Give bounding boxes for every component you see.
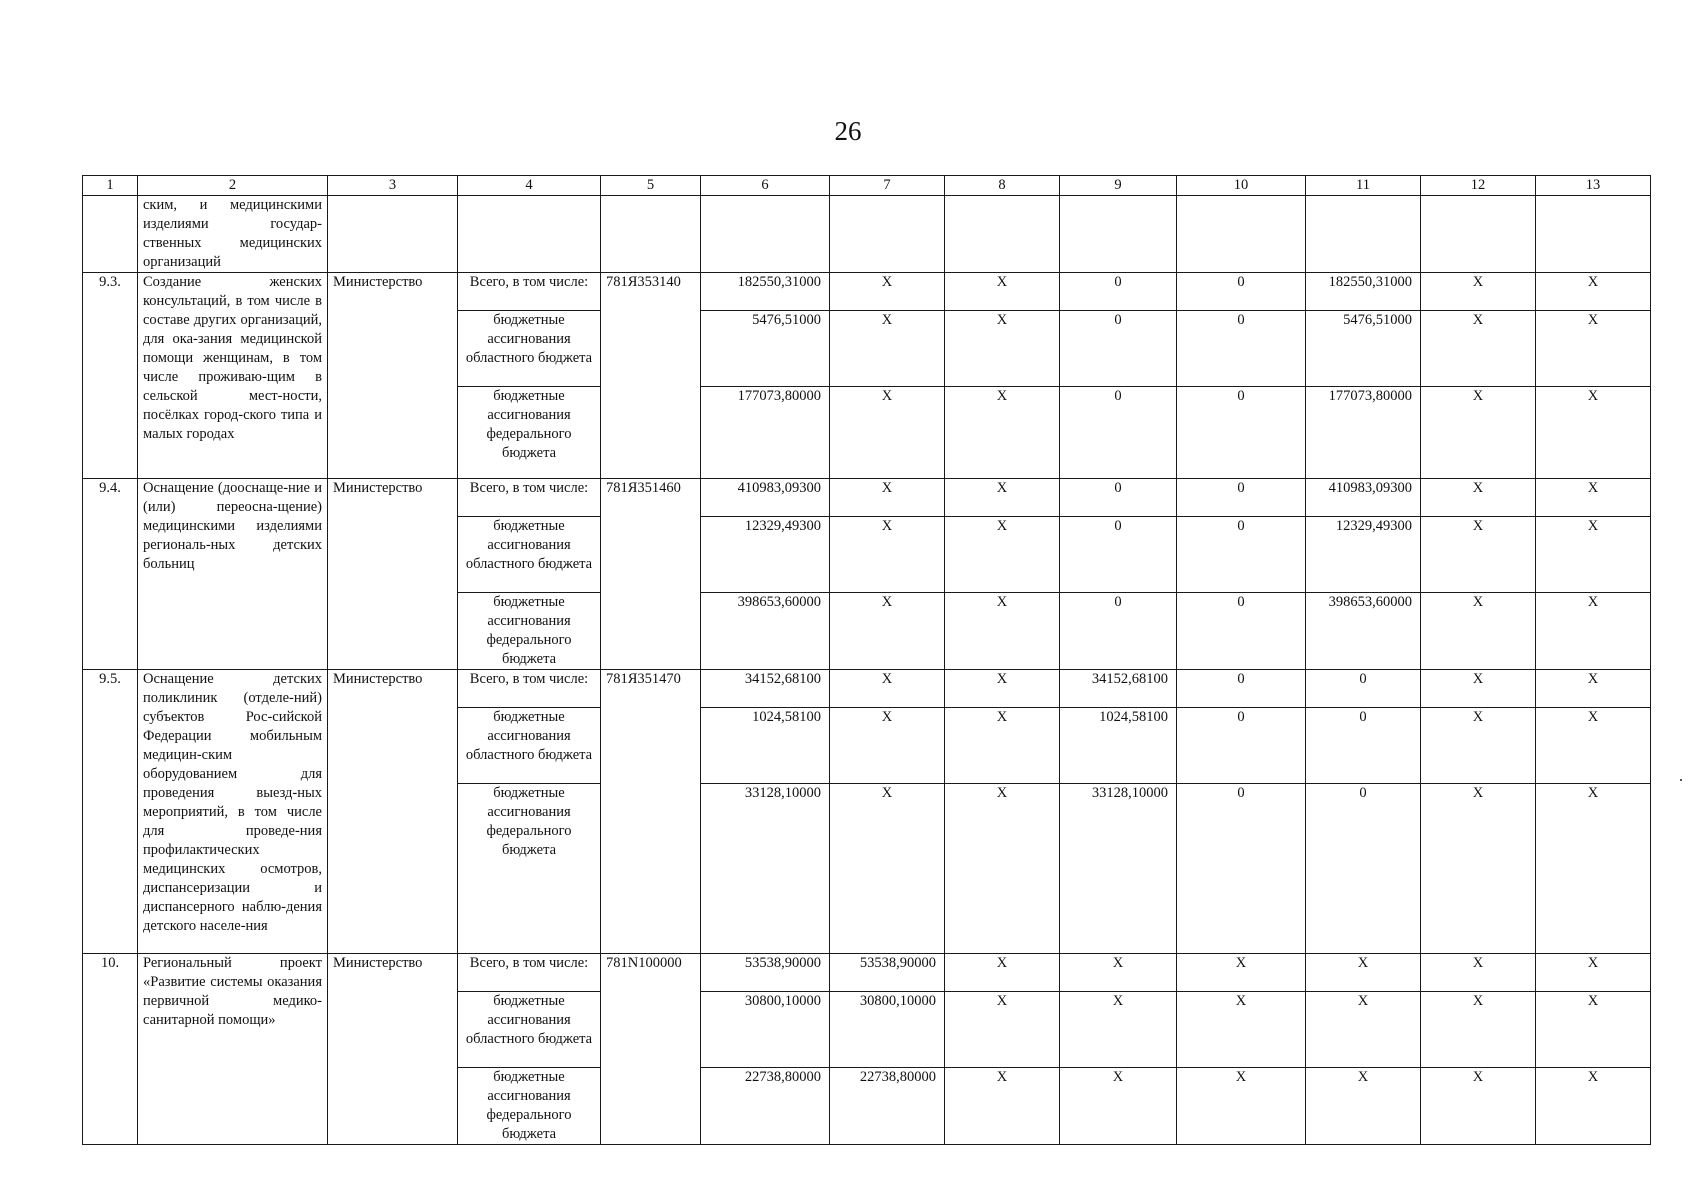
- column-number: 7: [830, 176, 945, 196]
- value-c8: X: [945, 708, 1060, 784]
- value-c7: X: [830, 670, 945, 708]
- value-c8: X: [945, 1068, 1060, 1145]
- value-c9: 0: [1060, 387, 1177, 479]
- continuation-description: ским, и медицинскими изделиями государ-ственных медицинских организаций: [138, 196, 328, 273]
- value-c11: 5476,51000: [1306, 311, 1421, 387]
- value-c7: X: [830, 311, 945, 387]
- column-number: 1: [83, 176, 138, 196]
- continuation-row: [83, 196, 1651, 273]
- value-c12: X: [1421, 708, 1536, 784]
- value-cell: [1421, 196, 1536, 273]
- value-c11: 398653,60000: [1306, 593, 1421, 670]
- value-c12: X: [1421, 593, 1536, 670]
- amount-total: 410983,09300: [701, 479, 830, 517]
- value-c12: X: [1421, 954, 1536, 992]
- value-c9: 0: [1060, 273, 1177, 311]
- value-c7: X: [830, 784, 945, 954]
- value-cell: [1536, 196, 1651, 273]
- amount-total: 1024,58100: [701, 708, 830, 784]
- row-number: 10.: [83, 954, 138, 1145]
- value-c10: 0: [1177, 273, 1306, 311]
- value-c7: X: [830, 479, 945, 517]
- value-c13: X: [1536, 479, 1651, 517]
- value-c9: 0: [1060, 479, 1177, 517]
- value-c9: X: [1060, 954, 1177, 992]
- funding-label-cell: [458, 196, 601, 273]
- code-cell: [601, 196, 701, 273]
- value-c10: 0: [1177, 387, 1306, 479]
- budget-code: 781Я351470: [601, 670, 701, 954]
- value-c12: X: [1421, 273, 1536, 311]
- amount-total: 5476,51000: [701, 311, 830, 387]
- column-number-header-row: [83, 176, 1651, 196]
- value-c13: X: [1536, 954, 1651, 992]
- amount-total: 177073,80000: [701, 387, 830, 479]
- value-c11: 0: [1306, 670, 1421, 708]
- value-cell: [1060, 196, 1177, 273]
- value-c10: X: [1177, 992, 1306, 1068]
- funding-label: бюджетные ассигнования федерального бюджета: [458, 784, 601, 954]
- column-number: 13: [1536, 176, 1651, 196]
- funding-label: бюджетные ассигнования областного бюджета: [458, 517, 601, 593]
- page-number: 26: [834, 116, 862, 146]
- row-number-cell: [83, 196, 138, 273]
- amount-total: 33128,10000: [701, 784, 830, 954]
- amount-total: 398653,60000: [701, 593, 830, 670]
- value-c12: X: [1421, 670, 1536, 708]
- amount-total: 30800,10000: [701, 992, 830, 1068]
- value-c9: 1024,58100: [1060, 708, 1177, 784]
- value-c11: X: [1306, 954, 1421, 992]
- value-c8: X: [945, 311, 1060, 387]
- budget-table: [82, 175, 1651, 1145]
- value-cell: [1177, 196, 1306, 273]
- agency-name: Министерство: [328, 479, 458, 670]
- column-number: 3: [328, 176, 458, 196]
- activity-description: Оснащение детских поликлиник (отделе-ний) субъектов Рос-сийской Федерации мобильным медицин-ским оборудованием для проведения выезд-ных мероприятий, в том числе для проведе-ния профилактических медицинских осмотров, диспансеризации и диспансерного наблю-дения детского населе-ния: [138, 670, 328, 954]
- funding-label: бюджетные ассигнования федерального бюджета: [458, 387, 601, 479]
- value-c12: X: [1421, 992, 1536, 1068]
- funding-label: бюджетные ассигнования областного бюджета: [458, 311, 601, 387]
- amount-total: 22738,80000: [701, 1068, 830, 1145]
- value-c13: X: [1536, 784, 1651, 954]
- amount-total: 53538,90000: [701, 954, 830, 992]
- value-c11: 177073,80000: [1306, 387, 1421, 479]
- value-c7: X: [830, 593, 945, 670]
- value-cell: [945, 196, 1060, 273]
- value-c8: X: [945, 670, 1060, 708]
- column-number: 6: [701, 176, 830, 196]
- value-c13: X: [1536, 593, 1651, 670]
- value-c13: X: [1536, 1068, 1651, 1145]
- value-c13: X: [1536, 311, 1651, 387]
- funding-label: бюджетные ассигнования федерального бюджета: [458, 1068, 601, 1145]
- funding-label: бюджетные ассигнования областного бюджета: [458, 992, 601, 1068]
- value-c9: 33128,10000: [1060, 784, 1177, 954]
- value-c11: 410983,09300: [1306, 479, 1421, 517]
- table-row: [83, 670, 1651, 708]
- column-number: 5: [601, 176, 701, 196]
- table-row: [83, 479, 1651, 517]
- value-cell: [701, 196, 830, 273]
- value-c8: X: [945, 992, 1060, 1068]
- value-c7: X: [830, 387, 945, 479]
- agency-cell: [328, 196, 458, 273]
- value-c7: X: [830, 273, 945, 311]
- value-c8: X: [945, 593, 1060, 670]
- value-c7: X: [830, 517, 945, 593]
- column-number: 8: [945, 176, 1060, 196]
- activity-description: Создание женских консультаций, в том числе в составе других организаций, для ока-зания медицинской помощи женщинам, в том числе проживаю-щим в сельской мест-ности, посёлках город-ского типа и малых городах: [138, 273, 328, 479]
- column-number: 4: [458, 176, 601, 196]
- budget-code: 781N100000: [601, 954, 701, 1145]
- value-c8: X: [945, 387, 1060, 479]
- value-c9: 0: [1060, 593, 1177, 670]
- value-c9: X: [1060, 1068, 1177, 1145]
- value-c10: 0: [1177, 784, 1306, 954]
- value-c7: X: [830, 708, 945, 784]
- value-c10: 0: [1177, 593, 1306, 670]
- value-cell: [830, 196, 945, 273]
- value-c11: X: [1306, 1068, 1421, 1145]
- funding-label: Всего, в том числе:: [458, 479, 601, 517]
- value-c10: 0: [1177, 670, 1306, 708]
- value-c10: 0: [1177, 708, 1306, 784]
- scan-artifact: [1680, 779, 1682, 781]
- value-c13: X: [1536, 273, 1651, 311]
- value-c12: X: [1421, 387, 1536, 479]
- value-c9: 0: [1060, 311, 1177, 387]
- table-row: [83, 273, 1651, 311]
- value-c8: X: [945, 954, 1060, 992]
- activity-description: Оснащение (дооснаще-ние и (или) переосна-щение) медицинскими изделиями региональ-ных детских больниц: [138, 479, 328, 670]
- budget-code: 781Я351460: [601, 479, 701, 670]
- value-c8: X: [945, 517, 1060, 593]
- value-c10: 0: [1177, 517, 1306, 593]
- value-c11: 0: [1306, 708, 1421, 784]
- value-c7: 30800,10000: [830, 992, 945, 1068]
- column-number: 10: [1177, 176, 1306, 196]
- value-c12: X: [1421, 784, 1536, 954]
- funding-label: Всего, в том числе:: [458, 954, 601, 992]
- value-c12: X: [1421, 1068, 1536, 1145]
- value-c10: 0: [1177, 311, 1306, 387]
- value-c12: X: [1421, 517, 1536, 593]
- value-c13: X: [1536, 992, 1651, 1068]
- value-c7: 22738,80000: [830, 1068, 945, 1145]
- value-c13: X: [1536, 517, 1651, 593]
- value-c10: X: [1177, 1068, 1306, 1145]
- amount-total: 182550,31000: [701, 273, 830, 311]
- column-number: 2: [138, 176, 328, 196]
- agency-name: Министерство: [328, 273, 458, 479]
- value-c8: X: [945, 273, 1060, 311]
- value-c9: 34152,68100: [1060, 670, 1177, 708]
- value-c12: X: [1421, 479, 1536, 517]
- value-c12: X: [1421, 311, 1536, 387]
- amount-total: 12329,49300: [701, 517, 830, 593]
- row-number: 9.4.: [83, 479, 138, 670]
- agency-name: Министерство: [328, 670, 458, 954]
- value-cell: [1306, 196, 1421, 273]
- value-c11: 182550,31000: [1306, 273, 1421, 311]
- column-number: 11: [1306, 176, 1421, 196]
- budget-code: 781Я353140: [601, 273, 701, 479]
- value-c7: 53538,90000: [830, 954, 945, 992]
- value-c8: X: [945, 784, 1060, 954]
- value-c9: X: [1060, 992, 1177, 1068]
- value-c11: 12329,49300: [1306, 517, 1421, 593]
- value-c10: 0: [1177, 479, 1306, 517]
- value-c10: X: [1177, 954, 1306, 992]
- column-number: 12: [1421, 176, 1536, 196]
- row-number: 9.5.: [83, 670, 138, 954]
- row-number: 9.3.: [83, 273, 138, 479]
- value-c8: X: [945, 479, 1060, 517]
- funding-label: Всего, в том числе:: [458, 670, 601, 708]
- value-c13: X: [1536, 670, 1651, 708]
- value-c13: X: [1536, 708, 1651, 784]
- value-c11: 0: [1306, 784, 1421, 954]
- value-c11: X: [1306, 992, 1421, 1068]
- agency-name: Министерство: [328, 954, 458, 1145]
- value-c9: 0: [1060, 517, 1177, 593]
- value-c13: X: [1536, 387, 1651, 479]
- table-row: [83, 954, 1651, 992]
- column-number: 9: [1060, 176, 1177, 196]
- activity-description: Региональный проект «Развитие системы оказания первичной медико-санитарной помощи»: [138, 954, 328, 1145]
- amount-total: 34152,68100: [701, 670, 830, 708]
- funding-label: Всего, в том числе:: [458, 273, 601, 311]
- funding-label: бюджетные ассигнования областного бюджета: [458, 708, 601, 784]
- funding-label: бюджетные ассигнования федерального бюджета: [458, 593, 601, 670]
